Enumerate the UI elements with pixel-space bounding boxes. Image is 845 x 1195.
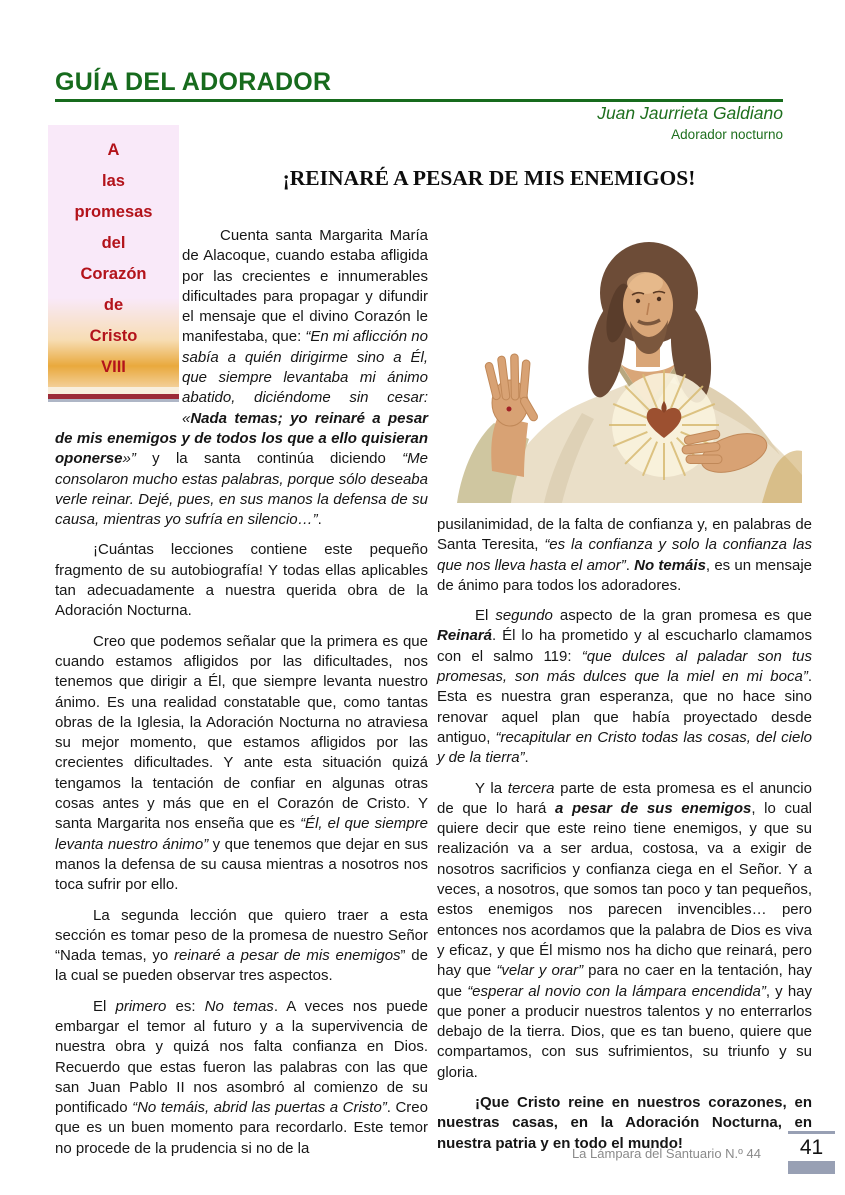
sacred-heart-statue-image [432, 213, 802, 503]
promo-line: Corazón [80, 265, 147, 283]
article-paragraph: ¡Que Cristo reine en nuestros corazones, en nuestras casas, en la Adoración Nocturna, en nuestra patria y en todo el mundo! [437, 1094, 812, 1152]
text-wrap-spacer [55, 226, 182, 413]
promo-line: promesas [74, 203, 153, 221]
author-name: Juan Jaurrieta Galdiano [597, 103, 783, 123]
article-paragraph: Y la tercera parte de esta promesa es el anuncio de que lo hará a pesar de sus enemigos, lo cual quiere decir que este reino tiene enemigos, y que su realización va a ser ardua, costosa, va a exigir de nosotros sacrificios y confianza ciega en el Señor. Y a veces, a nosotros, que somos tan poco y tan pequeños, estos enemigos nos parecen invencibles… pero entonces nos acordamos que la palabra de Dios es viva y eficaz, y que Él mismo nos ha dicho que reinará, pero hay que “velar y orar” para no caer en la tentación, hay que “esperar al novio con la lámpara encendida”, y hay que poner a producir nuestros talentos y no enterrarlos debajo de la tierra. Dios, que es tan bueno, quiere que compartamos, con sus sufrimientos, su triunfo y su gloria. [437, 779, 813, 1081]
promo-line: VIII [101, 358, 126, 376]
article-paragraph: Creo que podemos señalar que la primera es que cuando estamos afligidos por las dificultades, nos tenemos que dirigir a Él, que siempre levanta nuestro ánimo. Es una realidad constatable que, como tantas obras de la Iglesia, la Adoración Nocturna no atraviesa su mejor momento, que estamos afligidos por las crecientes dificultades. Y ante esta situación quizá tengamos la tentación de confiar en algunas otras cosas antes y más que en el Corazón de Cristo. Y santa Margarita nos enseña que es “Él, el que siempre levanta nuestro ánimo” y que tenemos que dejar en sus manos la defensa de su causa mientras a nosotros nos toca sufrir por ello. [55, 632, 428, 894]
article-title: ¡REINARÉ A PESAR DE MIS ENEMIGOS! [282, 166, 696, 190]
section-title: GUÍA DEL ADORADOR [55, 68, 332, 96]
promo-line: las [102, 172, 125, 190]
right-column-paragraphs [437, 515, 812, 1154]
page-number: 41 [799, 1136, 824, 1159]
promo-line: del [101, 234, 126, 252]
article-paragraph: El primero es: No temas. A veces nos puede embargar el temor al futuro y a la supervivencia de nuestra obra y quizá nos falta confianza en Dios. Recuerdo que estas fueron las palabras con las que san Juan Pablo II nos asombró al comienzo de su pontificado “No temáis, abrid las puertas a Cristo”. Creo que es un buen momento para recordarlo. Este temor no procede de la prudencia si no de la [55, 997, 428, 1157]
article-paragraph: El segundo aspecto de la gran promesa es que Reinará. Él lo ha prometido y al escucharlo clamamos con el salmo 119: “que dulces al paladar son tus promesas, son más dulces que la miel en mi boca”. Esta es nuestra gran esperanza, que no hace sino renovar aquel plan que había proyectado desde antiguo, “recapitular en Cristo todas las cosas, del cielo y de la tierra”. [437, 607, 812, 767]
section-header-rule [55, 68, 783, 102]
magazine-footer-title: La Lámpara del Santuario N.º 44 [571, 1146, 761, 1161]
article-paragraph: pusilanimidad, de la falta de confianza y, en palabras de Santa Teresita, “es la confianza y solo la confianza las que nos lleva hasta el amor”. No temáis, es un mensaje de ánimo para todos los adoradores. [437, 516, 813, 594]
article-paragraph: La segunda lección que quiero traer a esta sección es tomar peso de la promesa de nuestro Señor “Nada temas, yo reinaré a pesar de mis enemigos” de la cual se pueden observar tres aspectos. [55, 906, 428, 985]
promo-line: Cristo [89, 327, 138, 345]
article-paragraph: Cuenta santa Margarita María de Alacoque, cuando estaba afligida por las crecientes e innumerables dificultades para propagar y difundir el mensaje que el divino Corazón le manifestaba, que: “En mi aflicción no sabía a quién dirigirme sino a Él, que siempre levantaba mi ánimo abatido, diciéndome sin cesar: «Nada temas; yo reinaré a pesar de mis enemigos y de todos los que a ello quisieran oponerse»” y la santa continúa diciendo “Me consolaron mucho estas palabras, porque sólo deseaba verle reinar. Dejé, pues, en sus manos la defensa de su causa, mientras yo sufría en silencio…”. [55, 227, 428, 529]
promo-line: de [103, 296, 124, 314]
author-role: Adorador nocturno [671, 127, 783, 142]
statue-illustration [432, 213, 802, 503]
article-right-column [437, 515, 812, 1164]
article-paragraph: ¡Cuántas lecciones contiene este pequeño fragmento de su autobiografía! Y todas ellas aplicables tan adecuadamente a nuestra querida obra de la Adoración Nocturna. [55, 541, 428, 620]
promo-line: A [107, 141, 120, 159]
page-number-bottom-bar [788, 1161, 835, 1174]
page-number-box [788, 1131, 835, 1174]
article-left-column [55, 226, 428, 1169]
